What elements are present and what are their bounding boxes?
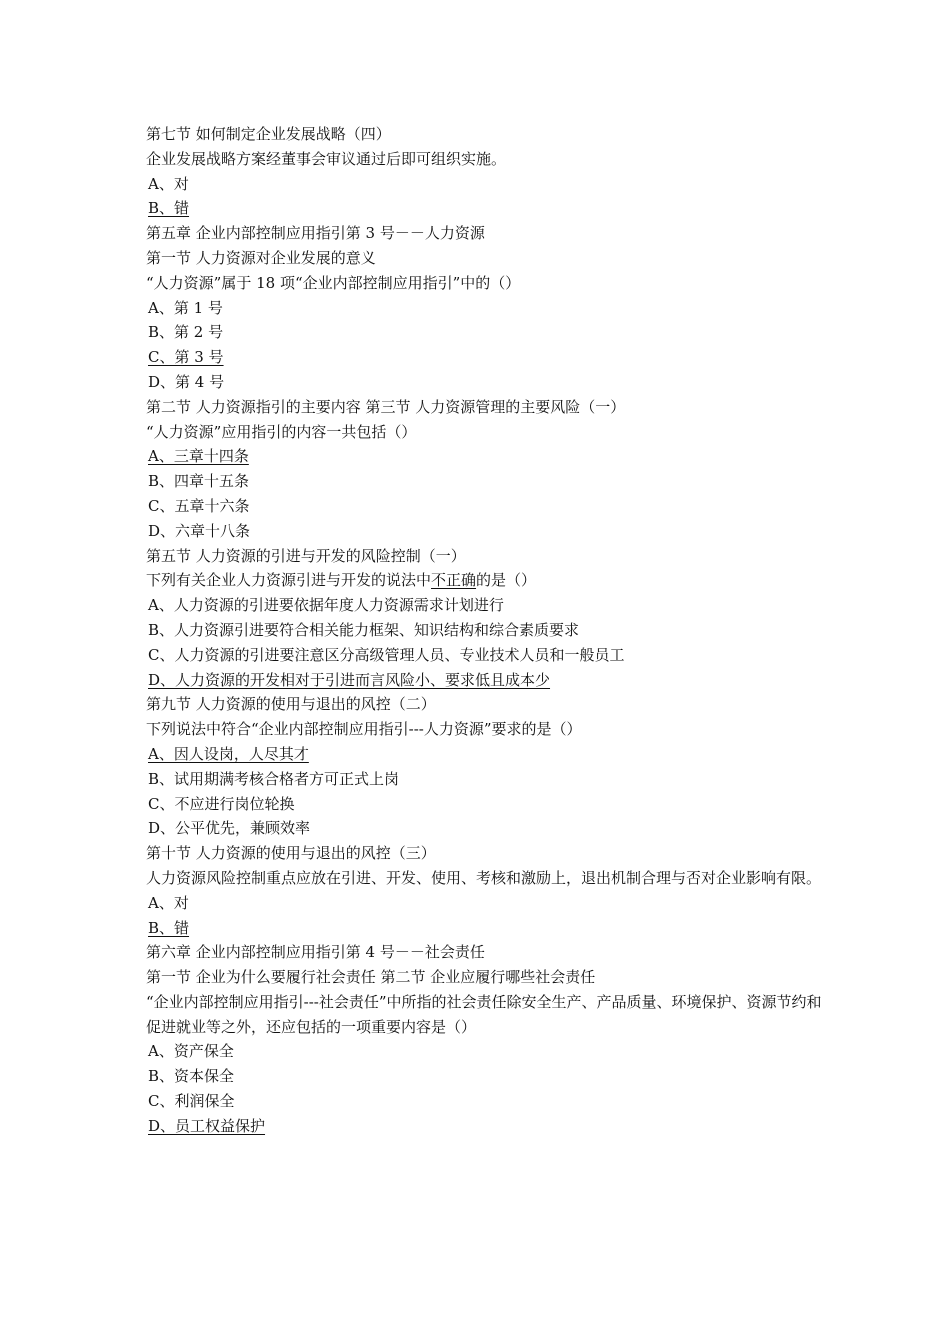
section-heading: 第七节 如何制定企业发展战略（四） bbox=[146, 125, 391, 143]
option-d: D、第 4 号 bbox=[148, 372, 225, 391]
option-a-answer: A、三章十四条 bbox=[148, 447, 249, 466]
option-a: A、对 bbox=[148, 893, 189, 912]
option-a: A、资产保全 bbox=[148, 1042, 234, 1061]
section-heading: 第十节 人力资源的使用与退出的风控（三） bbox=[146, 844, 436, 863]
section-heading: 第五节 人力资源的引进与开发的风险控制（一） bbox=[146, 546, 466, 565]
option-b: B、试用期满考核合格者方可正式上岗 bbox=[148, 769, 400, 788]
question-text bbox=[146, 568, 836, 593]
option-b-answer: B、错 bbox=[148, 918, 190, 937]
option-b: B、四章十五条 bbox=[148, 472, 250, 491]
option-d: D、公平优先，兼顾效率 bbox=[148, 819, 311, 838]
section-heading: 第二节 人力资源指引的主要内容 第三节 人力资源管理的主要风险（一） bbox=[146, 397, 626, 416]
question-text: 下列说法中符合“企业内部控制应用指引---人力资源”要求的是（） bbox=[146, 720, 582, 739]
option-d-answer: D、人力资源的开发相对于引进而言风险小、要求低且成本少 bbox=[148, 670, 551, 689]
option-c-answer: C、第 3 号 bbox=[148, 348, 224, 367]
option-b-answer: B、错 bbox=[148, 199, 190, 218]
question-text-start: 下列有关企业人力资源引进与开发的说法中 bbox=[146, 571, 432, 590]
question-text: 企业发展战略方案经董事会审议通过后即可组织实施。 bbox=[146, 149, 507, 168]
option-d: D、六章十八条 bbox=[148, 521, 251, 540]
question-emphasis: 不正确 bbox=[431, 571, 477, 590]
option-b: B、第 2 号 bbox=[148, 323, 224, 342]
question-text: “企业内部控制应用指引---社会责任”中所指的社会责任除安全生产、产品质量、环境保护、资源节约和促进就业等之外，还应包括的一项重要内容是（） bbox=[146, 992, 822, 1036]
section-heading: 第九节 人力资源的使用与退出的风控（二） bbox=[146, 695, 436, 714]
option-a-answer: A、因人设岗，人尽其才 bbox=[148, 744, 309, 763]
question-text: “人力资源”属于 18 项“企业内部控制应用指引”中的（） bbox=[146, 273, 521, 292]
option-a: A、对 bbox=[148, 174, 189, 193]
question-text-end: 的是（） bbox=[476, 571, 537, 590]
option-c: C、五章十六条 bbox=[148, 496, 250, 515]
option-a: A、第 1 号 bbox=[148, 298, 223, 317]
question-text: “人力资源”应用指引的内容一共包括（） bbox=[146, 422, 417, 441]
option-d-answer: D、员工权益保护 bbox=[148, 1116, 266, 1135]
section-heading: 第一节 企业为什么要履行社会责任 第二节 企业应履行哪些社会责任 bbox=[146, 968, 596, 987]
option-b: B、人力资源引进要符合相关能力框架、知识结构和综合素质要求 bbox=[148, 620, 580, 639]
option-b: B、资本保全 bbox=[148, 1067, 235, 1086]
chapter-heading: 第五章 企业内部控制应用指引第 3 号－－人力资源 bbox=[146, 224, 485, 243]
document-body bbox=[146, 122, 836, 1139]
question-text: 人力资源风险控制重点应放在引进、开发、使用、考核和激励上，退出机制合理与否对企业影响有限。 bbox=[146, 868, 822, 887]
option-c: C、利润保全 bbox=[148, 1092, 235, 1111]
option-c: C、不应进行岗位轮换 bbox=[148, 794, 295, 813]
chapter-heading: 第六章 企业内部控制应用指引第 4 号－－社会责任 bbox=[146, 943, 485, 962]
option-a: A、人力资源的引进要依据年度人力资源需求计划进行 bbox=[148, 596, 504, 615]
section-heading: 第一节 人力资源对企业发展的意义 bbox=[146, 248, 376, 267]
option-c: C、人力资源的引进要注意区分高级管理人员、专业技术人员和一般员工 bbox=[148, 645, 625, 664]
